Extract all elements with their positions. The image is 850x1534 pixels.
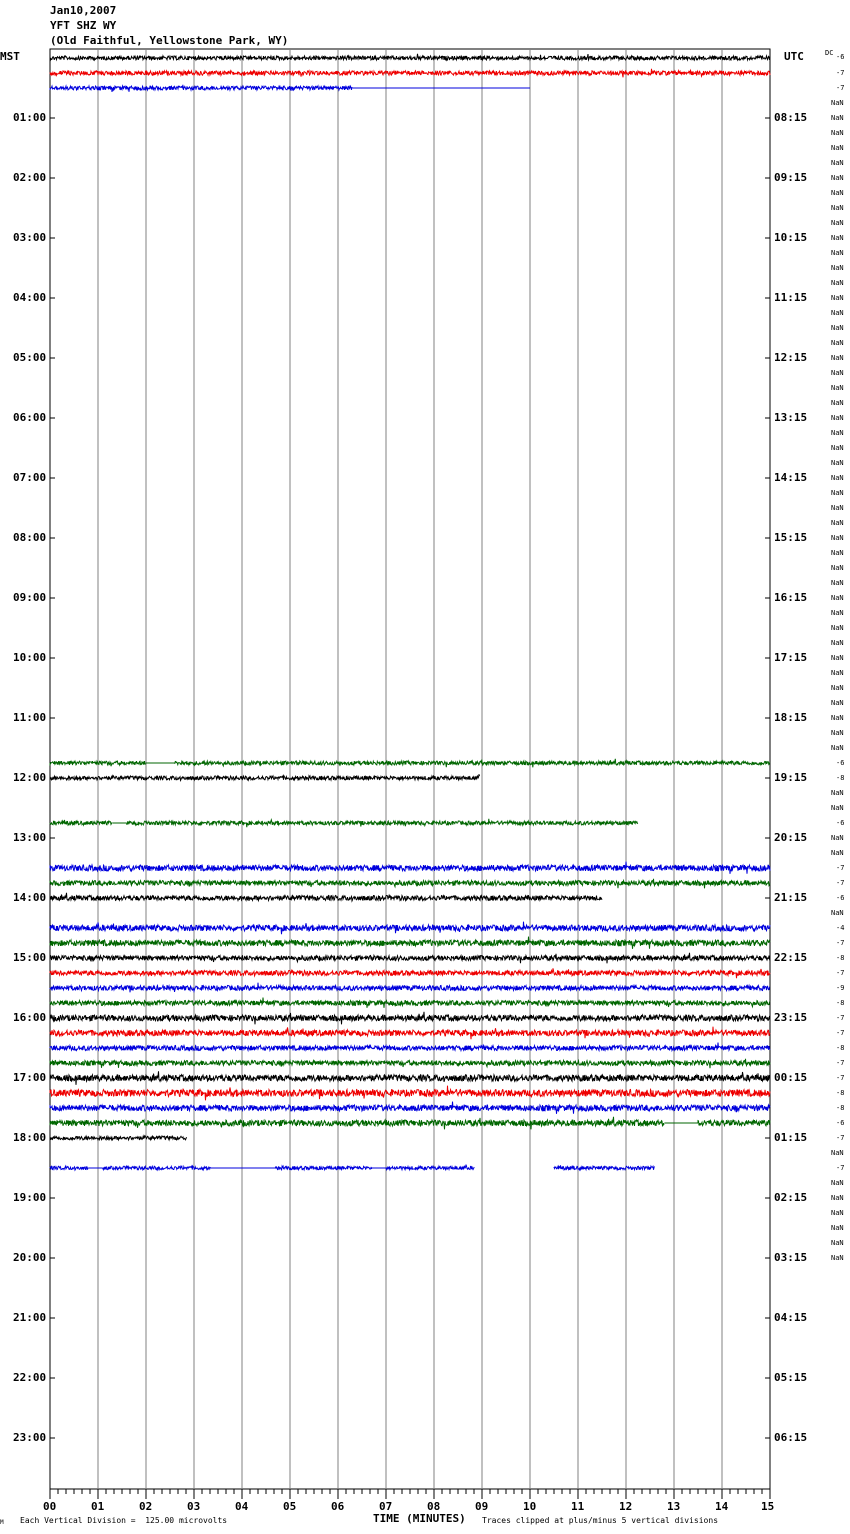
dc-offset-value: -8 <box>836 999 845 1007</box>
utc-hour-label: 13:15 <box>774 411 808 424</box>
dc-offset-value: -8 <box>836 1104 845 1112</box>
mst-hour-label: 21:00 <box>13 1311 47 1324</box>
mst-axis-label: MST <box>0 50 20 63</box>
x-tick-label: 04 <box>235 1500 249 1513</box>
dc-offset-value: -7 <box>836 84 845 92</box>
utc-hour-label: 22:15 <box>774 951 808 964</box>
utc-hour-label: 04:15 <box>774 1311 808 1324</box>
dc-offset-value: -8 <box>836 1089 845 1097</box>
dc-offset-value: NaN <box>831 399 844 407</box>
x-tick-label: 12 <box>619 1500 633 1513</box>
dc-offset-value: NaN <box>831 489 844 497</box>
dc-offset-value: NaN <box>831 309 844 317</box>
utc-hour-label: 20:15 <box>774 831 808 844</box>
dc-offset-value: -8 <box>836 1044 845 1052</box>
dc-offset-value: NaN <box>831 189 844 197</box>
seismic-trace-green <box>50 1117 664 1130</box>
seismic-trace-blue <box>50 983 770 993</box>
x-tick-label: 02 <box>139 1500 153 1513</box>
seismic-trace-blue <box>50 862 770 874</box>
dc-offset-value: NaN <box>831 1179 844 1187</box>
dc-offset-value: NaN <box>831 714 844 722</box>
mst-hour-label: 22:00 <box>13 1371 47 1384</box>
mst-hour-label: 09:00 <box>13 591 47 604</box>
mst-hour-label: 08:00 <box>13 531 47 544</box>
utc-hour-label: 14:15 <box>774 471 808 484</box>
mst-hour-label: 07:00 <box>13 471 47 484</box>
mst-hour-label: 10:00 <box>13 651 47 664</box>
dc-offset-value: NaN <box>831 159 844 167</box>
x-tick-label: 15 <box>761 1500 775 1513</box>
utc-hour-label: 23:15 <box>774 1011 808 1024</box>
dc-offset-value: NaN <box>831 534 844 542</box>
dc-offset-value: -4 <box>836 924 845 932</box>
station-location: (Old Faithful, Yellowstone Park, WY) <box>50 34 289 47</box>
seismic-trace-black <box>50 1012 770 1025</box>
seismic-trace-black <box>50 1136 187 1140</box>
dc-offset-value: -7 <box>836 1134 845 1142</box>
seismic-trace-black <box>50 1071 770 1085</box>
utc-hour-label: 12:15 <box>774 351 808 364</box>
dc-offset-value: -7 <box>836 864 845 872</box>
station-title: YFT SHZ WY <box>50 19 117 32</box>
seismic-trace-blue <box>50 1102 770 1114</box>
dc-offset-value: NaN <box>831 909 844 917</box>
seismic-trace-red <box>50 1086 770 1101</box>
dc-offset-value: NaN <box>831 684 844 692</box>
mst-hour-label: 12:00 <box>13 771 47 784</box>
mst-hour-label: 19:00 <box>13 1191 47 1204</box>
dc-offset-value: NaN <box>831 339 844 347</box>
dc-offset-value: NaN <box>831 324 844 332</box>
plot-frame <box>50 49 770 1489</box>
mst-hour-label: 04:00 <box>13 291 47 304</box>
seismic-trace-blue <box>103 1166 211 1170</box>
dc-offset-value: NaN <box>831 429 844 437</box>
utc-hour-label: 17:15 <box>774 651 808 664</box>
dc-offset-value: NaN <box>831 294 844 302</box>
dc-offset-value: -8 <box>836 954 845 962</box>
dc-offset-value: NaN <box>831 639 844 647</box>
seismic-trace-red <box>50 968 770 978</box>
x-tick-label: 05 <box>283 1500 297 1513</box>
utc-hour-label: 18:15 <box>774 711 808 724</box>
mst-hour-label: 05:00 <box>13 351 47 364</box>
dc-offset-value: NaN <box>831 444 844 452</box>
dc-offset-value: -8 <box>836 774 845 782</box>
dc-offset-value: NaN <box>831 1224 844 1232</box>
x-tick-label: 11 <box>571 1500 585 1513</box>
seismic-trace-green <box>50 937 770 949</box>
x-tick-label: 09 <box>475 1500 489 1513</box>
mst-hour-label: 20:00 <box>13 1251 47 1264</box>
seismic-trace-black <box>50 774 480 780</box>
corner-mark: M <box>0 1519 4 1526</box>
seismic-trace-green <box>50 820 112 825</box>
mst-hour-label: 13:00 <box>13 831 47 844</box>
seismic-trace-red <box>50 69 770 78</box>
dc-offset-value: NaN <box>831 129 844 137</box>
utc-hour-label: 02:15 <box>774 1191 808 1204</box>
dc-offset-value: -6 <box>836 1119 845 1127</box>
x-tick-label: 06 <box>331 1500 345 1513</box>
dc-offset-value: -7 <box>836 1029 845 1037</box>
seismic-trace-green <box>50 998 770 1008</box>
dc-offset-value: NaN <box>831 594 844 602</box>
seismic-trace-green <box>50 1059 770 1068</box>
dc-offset-value: -7 <box>836 939 845 947</box>
utc-hour-label: 05:15 <box>774 1371 808 1384</box>
dc-offset-value: -7 <box>836 69 845 77</box>
mst-hour-label: 03:00 <box>13 231 47 244</box>
utc-hour-label: 08:15 <box>774 111 808 124</box>
utc-hour-label: 21:15 <box>774 891 808 904</box>
dc-offset-value: NaN <box>831 174 844 182</box>
seismic-trace-blue <box>50 1043 770 1051</box>
mst-hour-label: 23:00 <box>13 1431 47 1444</box>
utc-hour-label: 09:15 <box>774 171 808 184</box>
dc-offset-value: NaN <box>831 354 844 362</box>
x-tick-label: 10 <box>523 1500 537 1513</box>
dc-offset-value: NaN <box>831 804 844 812</box>
dc-offset-value: NaN <box>831 519 844 527</box>
dc-offset-value: NaN <box>831 384 844 392</box>
dc-offset-value: NaN <box>831 474 844 482</box>
dc-offset-value: NaN <box>831 204 844 212</box>
dc-offset-value: -7 <box>836 1164 845 1172</box>
mst-hour-label: 17:00 <box>13 1071 47 1084</box>
dc-offset-value: -6 <box>836 53 845 61</box>
utc-hour-label: 19:15 <box>774 771 808 784</box>
mst-hour-label: 01:00 <box>13 111 47 124</box>
mst-hour-label: 06:00 <box>13 411 47 424</box>
dc-offset-value: -7 <box>836 1059 845 1067</box>
mst-hour-label: 18:00 <box>13 1131 47 1144</box>
x-tick-label: 07 <box>379 1500 393 1513</box>
seismic-trace-blue <box>50 1166 88 1170</box>
seismic-trace-black <box>50 953 770 964</box>
x-tick-label: 03 <box>187 1500 201 1513</box>
dc-offset-value: -6 <box>836 759 845 767</box>
dc-offset-value: NaN <box>831 1254 844 1262</box>
x-tick-label: 08 <box>427 1500 441 1513</box>
mst-hour-label: 02:00 <box>13 171 47 184</box>
dc-offset-value: NaN <box>831 834 844 842</box>
dc-offset-value: NaN <box>831 414 844 422</box>
x-tick-label: 01 <box>91 1500 105 1513</box>
dc-offset-value: NaN <box>831 1239 844 1247</box>
seismic-trace-black <box>50 54 770 60</box>
dc-offset-value: NaN <box>831 669 844 677</box>
seismic-trace-red <box>50 1027 770 1040</box>
dc-offset-value: -7 <box>836 1074 845 1082</box>
seismic-trace-green <box>698 1120 770 1126</box>
utc-hour-label: 15:15 <box>774 531 808 544</box>
plot-date: Jan10,2007 <box>50 4 117 17</box>
dc-offset-value: NaN <box>831 699 844 707</box>
utc-hour-label: 06:15 <box>774 1431 808 1444</box>
dc-offset-value: NaN <box>831 219 844 227</box>
clip-note: Traces clipped at plus/minus 5 vertical divisions <box>482 1516 719 1525</box>
dc-offset-value: NaN <box>831 789 844 797</box>
dc-offset-value: -9 <box>836 984 845 992</box>
dc-offset-value: NaN <box>831 564 844 572</box>
dc-offset-value: NaN <box>831 1209 844 1217</box>
mst-hour-label: 15:00 <box>13 951 47 964</box>
dc-offset-value: NaN <box>831 144 844 152</box>
x-axis-title: TIME (MINUTES) <box>373 1512 466 1525</box>
dc-offset-value: NaN <box>831 234 844 242</box>
utc-hour-label: 01:15 <box>774 1131 808 1144</box>
seismic-trace-blue <box>50 86 352 92</box>
x-tick-label: 14 <box>715 1500 729 1513</box>
dc-offset-value: NaN <box>831 459 844 467</box>
dc-offset-value: NaN <box>831 609 844 617</box>
dc-offset-value: -7 <box>836 969 845 977</box>
dc-offset-value: NaN <box>831 114 844 122</box>
utc-hour-label: 00:15 <box>774 1071 808 1084</box>
dc-offset-value: NaN <box>831 654 844 662</box>
dc-offset-value: NaN <box>831 1194 844 1202</box>
utc-hour-label: 10:15 <box>774 231 808 244</box>
seismic-trace-blue <box>386 1165 475 1170</box>
seismic-trace-green <box>127 819 638 827</box>
dc-offset-value: NaN <box>831 249 844 257</box>
dc-offset-value: NaN <box>831 1149 844 1157</box>
dc-offset-value: NaN <box>831 849 844 857</box>
seismic-trace-black <box>50 893 602 901</box>
utc-hour-label: 16:15 <box>774 591 808 604</box>
mst-hour-label: 16:00 <box>13 1011 47 1024</box>
utc-axis-label: UTC <box>784 50 804 63</box>
division-note: Each Vertical Division = 125.00 microvolts <box>20 1516 228 1525</box>
mst-hour-label: 11:00 <box>13 711 47 724</box>
dc-offset-value: NaN <box>831 744 844 752</box>
dc-offset-header: DC <box>825 49 834 57</box>
utc-hour-label: 03:15 <box>774 1251 808 1264</box>
seismic-trace-blue <box>554 1165 655 1170</box>
dc-offset-value: NaN <box>831 279 844 287</box>
x-tick-label: 00 <box>43 1500 57 1513</box>
dc-offset-value: NaN <box>831 369 844 377</box>
dc-offset-value: -6 <box>836 894 845 902</box>
dc-offset-value: NaN <box>831 729 844 737</box>
seismic-trace-blue <box>50 922 770 935</box>
dc-offset-value: NaN <box>831 264 844 272</box>
x-tick-label: 13 <box>667 1500 681 1513</box>
dc-offset-value: -7 <box>836 1014 845 1022</box>
dc-offset-value: NaN <box>831 579 844 587</box>
dc-offset-value: NaN <box>831 504 844 512</box>
mst-hour-label: 14:00 <box>13 891 47 904</box>
dc-offset-value: -6 <box>836 819 845 827</box>
seismic-trace-green <box>50 879 770 889</box>
dc-offset-value: NaN <box>831 549 844 557</box>
seismic-trace-green <box>175 759 770 768</box>
dc-offset-value: NaN <box>831 624 844 632</box>
utc-hour-label: 11:15 <box>774 291 808 304</box>
dc-offset-value: -7 <box>836 879 845 887</box>
dc-offset-value: NaN <box>831 99 844 107</box>
